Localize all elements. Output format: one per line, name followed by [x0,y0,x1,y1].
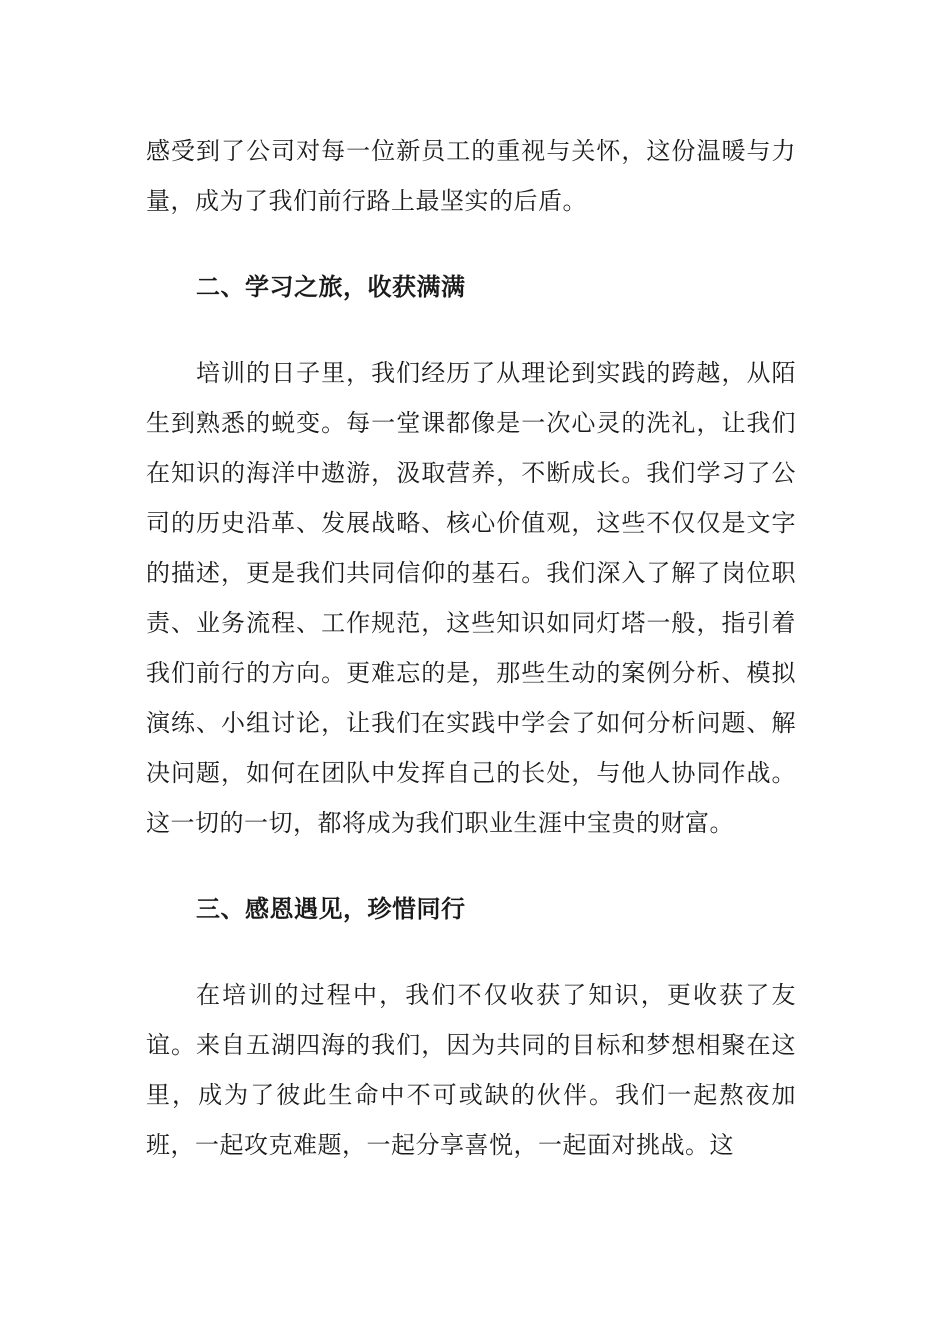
paragraph-intro-continued: 感受到了公司对每一位新员工的重视与关怀，这份温暖与力量，成为了我们前行路上最坚实的后盾。 [146,137,796,215]
paragraph-gap [146,848,796,884]
paragraph-gratitude: 在培训的过程中，我们不仅收获了知识，更收获了友谊。来自五湖四海的我们，因为共同的目标和梦想相聚在这里，成为了彼此生命中不可或缺的伙伴。我们一起熬夜加班，一起攻克难题，一起分享喜悦，一起面对挑战。这 [146,981,796,1159]
paragraph-learning: 培训的日子里，我们经历了从理论到实践的跨越，从陌生到熟悉的蜕变。每一堂课都像是一次心灵的洗礼，让我们在知识的海洋中遨游，汲取营养，不断成长。我们学习了公司的历史沿革、发展战略、核心价值观，这些不仅仅是文字的描述，更是我们共同信仰的基石。我们深入了解了岗位职责、业务流程、工作规范，这些知识如同灯塔一般，指引着我们前行的方向。更难忘的是，那些生动的案例分析、模拟演练、小组讨论，让我们在实践中学会了如何分析问题、解决问题，如何在团队中发挥自己的长处，与他人协同作战。这一切的一切，都将成为我们职业生涯中宝贵的财富。 [146,359,796,837]
section-heading-2: 二、学习之旅，收获满满 [196,272,466,301]
document-body [146,126,796,1170]
paragraph-gap [146,934,796,970]
paragraph-gap [146,312,796,348]
section-heading-3: 三、感恩遇见，珍惜同行 [196,894,466,923]
paragraph-gap [146,226,796,262]
